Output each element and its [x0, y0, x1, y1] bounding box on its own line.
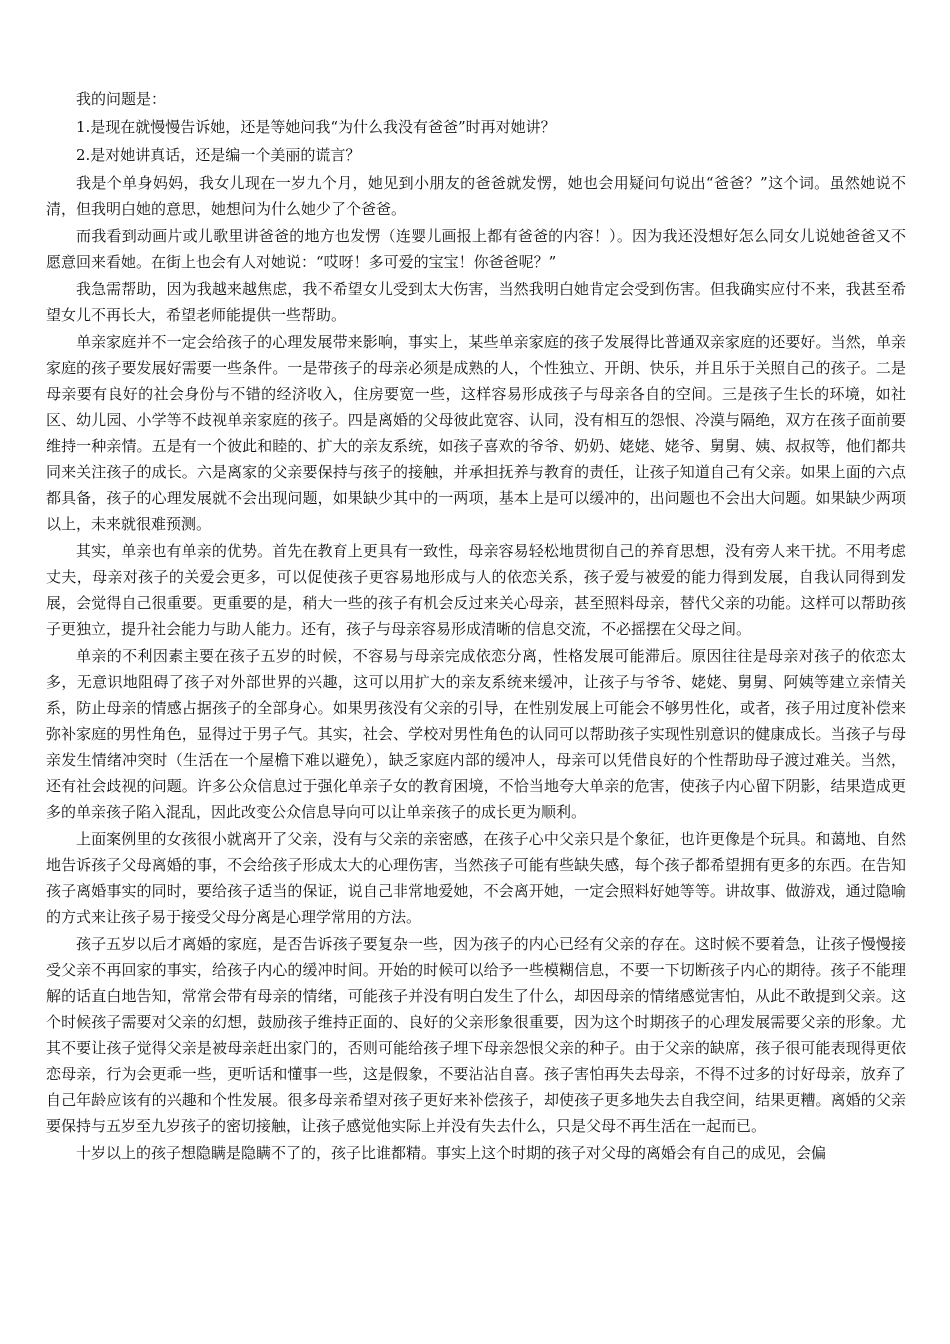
- letter-paragraph-2: 而我看到动画片或儿歌里讲爸爸的地方也发愣（连婴儿画报上都有爸爸的内容！）。因为我还没想好怎么同女儿说她爸爸又不愿意回来看她。在街上也会有人对她说：“哎呀！多可爱的宝宝！你爸爸呢？”: [46, 227, 906, 271]
- letter-paragraph-1: 我是个单身妈妈，我女儿现在一岁九个月，她见到小朋友的爸爸就发愣，她也会用疑问句说出“爸爸？”这个词。虽然她说不清，但我明白她的意思，她想问为什么她少了个爸爸。: [46, 174, 906, 218]
- question-intro: 我的问题是：: [76, 90, 167, 108]
- answer-paragraph-disadvantages: 单亲的不利因素主要在孩子五岁的时候，不容易与母亲完成依恋分离，性格发展可能滞后。原因往往是母亲对孩子的依恋太多，无意识地阻碍了孩子对外部世界的兴趣，这可以用扩大的亲友系统来缓冲，让孩子与爷爷、姥姥、舅舅、阿姨等建立亲情关系，防止母亲的情感占据孩子的全部身心。如果男孩没有父亲的引导，在性别发展上可能会不够男性化，或者，孩子用过度补偿来弥补家庭的男性角色，显得过于男子气。其实，社会、学校对男性角色的认同可以帮助孩子实现性别意识的健康成长。当孩子与母亲发生情绪冲突时（生活在一个屋檐下难以避免），缺乏家庭内部的缓冲人，母亲可以凭借良好的个性帮助母子渡过难关。当然，还有社会歧视的问题。许多公众信息过于强化单亲子女的教育困境，不恰当地夸大单亲的危害，使孩子内心留下阴影，结果造成更多的单亲孩子陷入混乱，因此改变公众信息导向可以让单亲孩子的成长更为顺利。: [46, 647, 906, 821]
- question-2: 2.是对她讲真话，还是编一个美丽的谎言？: [76, 146, 361, 164]
- answer-paragraph-age-ten: 十岁以上的孩子想隐瞒是隐瞒不了的，孩子比谁都精。事实上这个时期的孩子对父母的离婚会有自己的成见，会偏: [76, 1144, 827, 1162]
- answer-paragraph-case: 上面案例里的女孩很小就离开了父亲，没有与父亲的亲密感，在孩子心中父亲只是个象征，也许更像是个玩具。和蔼地、自然地告诉孩子父母离婚的事，不会给孩子形成太大的心理伤害，当然孩子可能有些缺失感，每个孩子都希望拥有更多的东西。在告知孩子离婚事实的同时，要给孩子适当的保证，说自己非常地爱她，不会离开她，一定会照料好她等等。讲故事、做游戏，通过隐喻的方式来让孩子易于接受父母分离是心理学常用的方法。: [46, 830, 906, 926]
- answer-paragraph-advantages: 其实，单亲也有单亲的优势。首先在教育上更具有一致性，母亲容易轻松地贯彻自己的养育思想，没有旁人来干扰。不用考虑丈夫，母亲对孩子的关爱会更多，可以促使孩子更容易地形成与人的依恋关系，孩子爱与被爱的能力得到发展，自我认同得到发展，会觉得自己很重要。更重要的是，稍大一些的孩子有机会反过来关心母亲，甚至照料母亲，替代父亲的功能。这样可以帮助孩子更独立，提升社会能力与助人能力。还有，孩子与母亲容易形成清晰的信息交流，不必摇摆在父母之间。: [46, 542, 906, 638]
- letter-paragraph-3: 我急需帮助，因为我越来越焦虑，我不希望女儿受到太大伤害，当然我明白她肯定会受到伤害。但我确实应付不来，我甚至希望女儿不再长大，希望老师能提供一些帮助。: [46, 280, 906, 324]
- question-1: 1.是现在就慢慢告诉她，还是等她问我“为什么我没有爸爸”时再对她讲？: [76, 118, 556, 136]
- answer-paragraph-conditions: 单亲家庭并不一定会给孩子的心理发展带来影响，事实上，某些单亲家庭的孩子发展得比普通双亲家庭的还要好。当然，单亲家庭的孩子要发展好需要一些条件。一是带孩子的母亲必须是成熟的人，个性独立、开朗、快乐，并且乐于关照自己的孩子。二是母亲要有良好的社会身份与不错的经济收入，住房要宽一些，这样容易形成孩子与母亲各自的空间。三是孩子生长的环境，如社区、幼儿园、小学等不歧视单亲家庭的孩子。四是离婚的父母彼此宽容、认同，没有相互的怨恨、冷漠与隔绝，双方在孩子面前要维持一种亲情。五是有一个彼此和睦的、扩大的亲友系统，如孩子喜欢的爷爷、奶奶、姥姥、姥爷、舅舅、姨、叔叔等，他们都共同来关注孩子的成长。六是离家的父亲要保持与孩子的接触，并承担抚养与教育的责任，让孩子知道自己有父亲。如果上面的六点都具备，孩子的心理发展就不会出现问题，如果缺少其中的一两项，基本上是可以缓冲的，出问题也不会出大问题。如果缺少两项以上，未来就很难预测。: [46, 333, 906, 533]
- answer-paragraph-age-five: 孩子五岁以后才离婚的家庭，是否告诉孩子要复杂一些，因为孩子的内心已经有父亲的存在。这时候不要着急，让孩子慢慢接受父亲不再回家的事实，给孩子内心的缓冲时间。开始的时候可以给予一些模糊信息，不要一下切断孩子内心的期待。孩子不能理解的话直白地告知，常常会带有母亲的情绪，可能孩子并没有明白发生了什么，却因母亲的情绪感觉害怕，从此不敢提到父亲。这个时候孩子需要对父亲的幻想，鼓励孩子维持正面的、良好的父亲形象很重要，因为这个时期孩子的心理发展需要父亲的形象。尤其不要让孩子觉得父亲是被母亲赶出家门的，否则可能给孩子埋下母亲怨恨父亲的种子。由于父亲的缺席，孩子很可能表现得更依恋母亲，行为会更乖一些，更听话和懂事一些，这是假象，不要沾沾自喜。孩子害怕再失去母亲，不得不过多的讨好母亲，放弃了自己年龄应该有的兴趣和个性发展。很多母亲希望对孩子更好来补偿孩子，却使孩子更多地失去自我空间，结果更糟。离婚的父亲要保持与五岁至九岁孩子的密切接触，让孩子感觉他实际上并没有失去什么，只是父母不再生活在一起而已。: [46, 935, 906, 1135]
- article-body: [46, 86, 906, 1167]
